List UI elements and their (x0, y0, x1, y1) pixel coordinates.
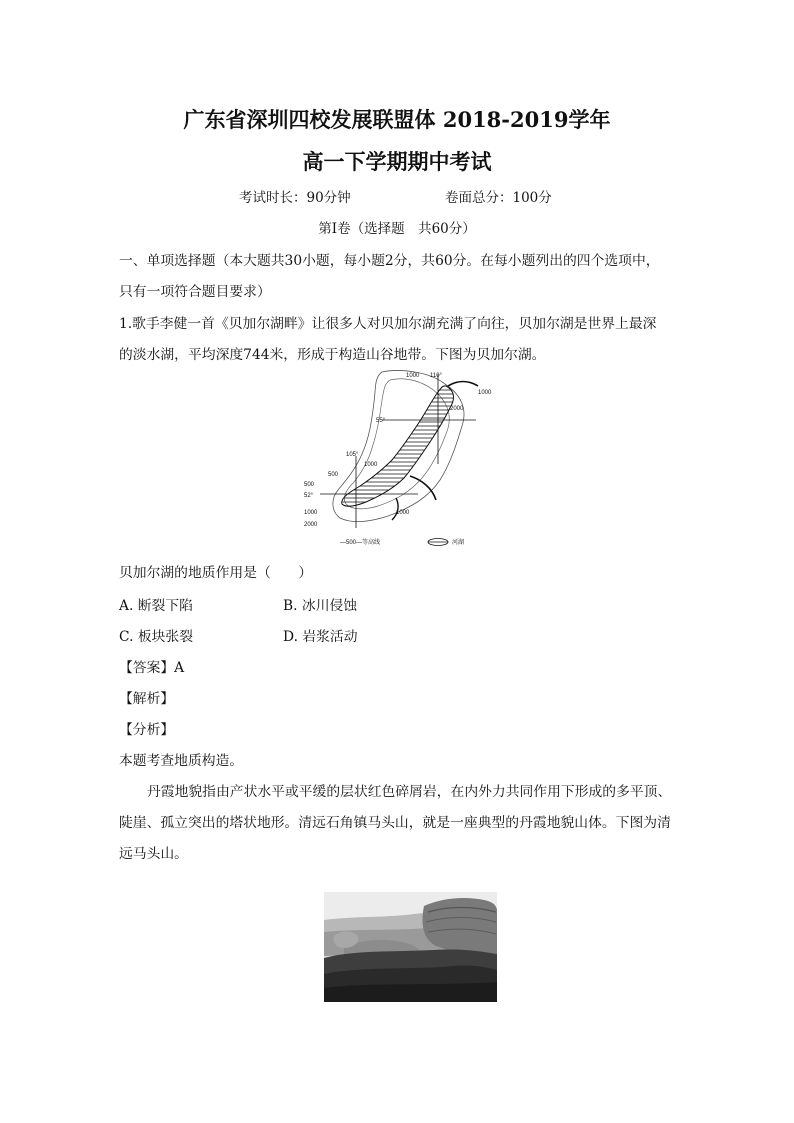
analysis-label: 【解析】 (119, 691, 175, 707)
option-b: B. 冰川侵蚀 (283, 598, 358, 614)
lake-shape (342, 386, 454, 506)
q1-stem-line-2: 的淡水湖，平均深度744米，形成于构造山谷地带。下图为贝加尔湖。 (119, 347, 546, 363)
river-north (448, 382, 478, 387)
passage-line-2: 陡崖、孤立突出的塔状地形。清远石角镇马头山，就是一座典型的丹霞地貌山体。下图为清 (119, 815, 671, 831)
label-1000-bottom: 1000 (396, 510, 410, 516)
option-a: A. 断裂下陷 (119, 598, 193, 614)
label-1000-right: 1000 (478, 390, 492, 396)
option-c: C. 板块张裂 (119, 629, 194, 645)
river-south (392, 498, 398, 520)
legend-lake-label: 河湖 (452, 540, 465, 546)
instructions-line-1: 一、单项选择题（本大题共30小题，每小题2分，共60分。在每小题列出的四个选项中， (119, 253, 660, 269)
mount-matou-photo (324, 892, 497, 1002)
q1-stem-line-1: 1.歌手李健一首《贝加尔湖畔》让很多人对贝加尔湖充满了向往，贝加尔湖是世界上最深 (119, 316, 657, 332)
answer-line: 【答案】A (119, 660, 185, 676)
label-1000-top: 1000 (406, 373, 420, 379)
label-110: 110° (430, 373, 442, 379)
total-score: 卷面总分：100分 (445, 190, 552, 206)
label-1000-mid: 1000 (364, 462, 378, 468)
instructions-line-2: 只有一项符合题目要求） (119, 284, 271, 300)
label-2000-right: 2000 (450, 406, 464, 412)
fenxi-label: 【分析】 (119, 722, 175, 738)
river-east (410, 476, 436, 500)
label-1000-left: 1000 (304, 510, 318, 516)
label-105: 105° (346, 452, 359, 458)
label-500-left: 500 (328, 472, 339, 478)
page-title: 广东省深圳四校发展联盟体 2018-2019学年 (183, 107, 611, 132)
baikal-lake-map (300, 368, 500, 548)
label-500-far: 500 (304, 482, 315, 488)
q1-question: 贝加尔湖的地质作用是（ ） (119, 565, 313, 581)
label-52: 52° (304, 493, 314, 499)
page-subtitle: 高一下学期期中考试 (302, 149, 492, 174)
legend-lake-swatch (428, 539, 448, 546)
label-55: 55° (376, 418, 386, 424)
topic-line: 本题考查地质构造。 (119, 753, 244, 769)
exam-time: 考试时长：90分钟 (239, 190, 351, 206)
passage-line-3: 远马头山。 (119, 846, 188, 862)
option-d: D. 岩浆活动 (283, 629, 358, 645)
label-2000-left: 2000 (304, 522, 318, 528)
passage-line-1: 丹霞地貌指由产状水平或平缓的层状红色碎屑岩，在内外力共同作用下形成的多平顶、 (147, 784, 672, 800)
legend-contour-label: —500—等高线 (340, 540, 381, 546)
section-title: 第Ⅰ卷（选择题 共60分） (318, 221, 476, 237)
